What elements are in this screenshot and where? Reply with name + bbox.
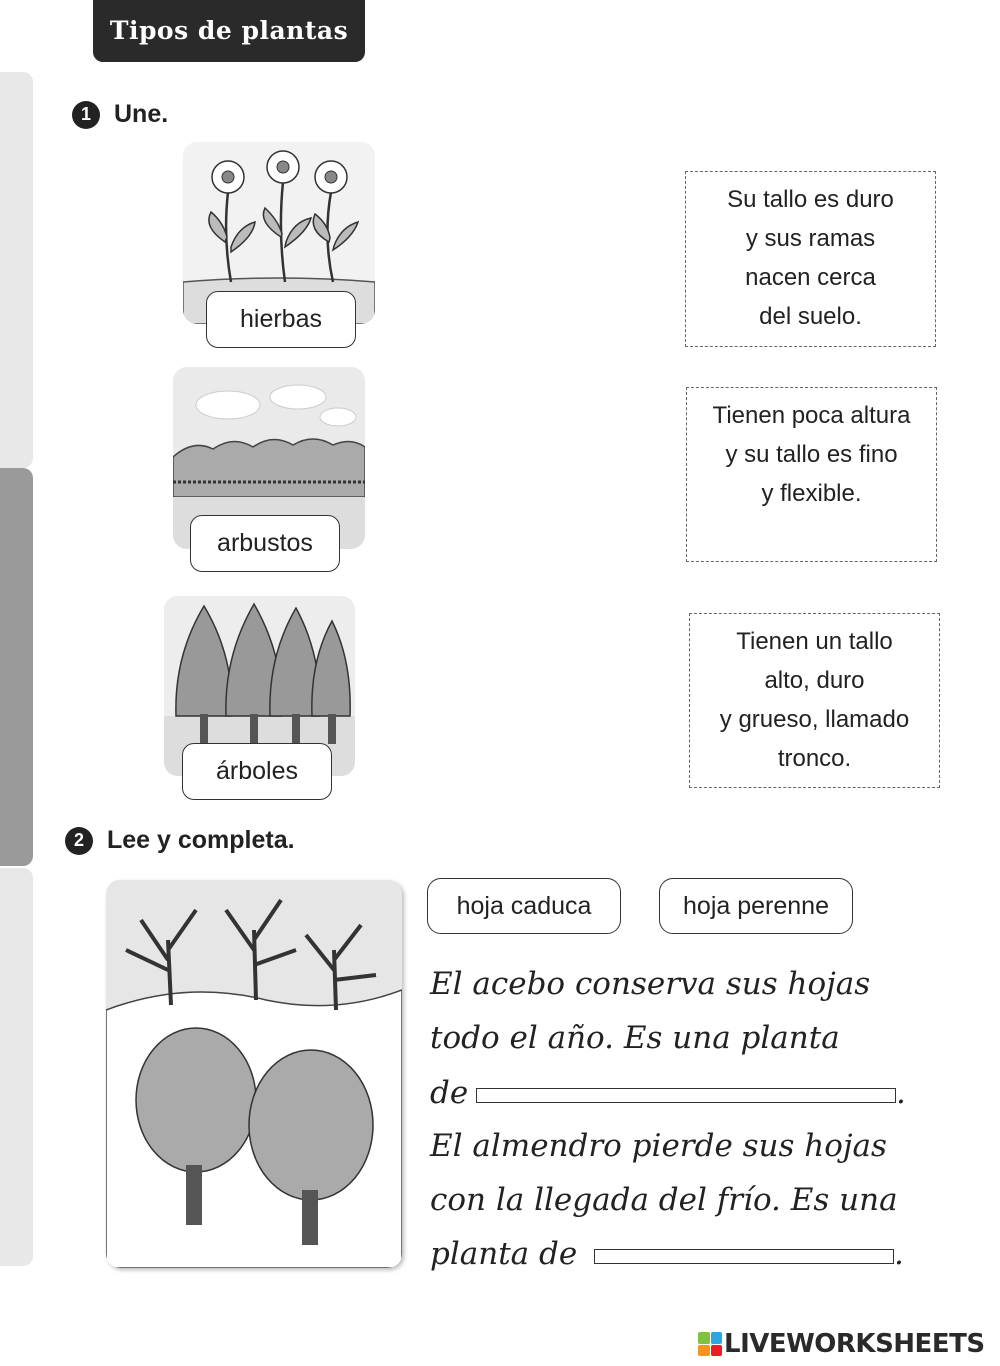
description-line: Tienen poca altura bbox=[712, 402, 911, 429]
description-line: y grueso, llamado bbox=[719, 706, 910, 733]
period-1: . bbox=[896, 1075, 906, 1111]
description-line: Su tallo es duro bbox=[727, 186, 894, 213]
label-hierbas: hierbas bbox=[206, 291, 356, 348]
side-tab-middle bbox=[0, 468, 33, 866]
description-line: Tienen un tallo bbox=[736, 628, 893, 655]
answer-blank-2[interactable] bbox=[594, 1249, 894, 1264]
description-line: y sus ramas bbox=[745, 225, 876, 252]
label-arboles: árboles bbox=[182, 743, 332, 800]
text-line-1: El acebo conserva sus hojas bbox=[430, 966, 871, 1002]
answer-blank-1[interactable] bbox=[476, 1088, 896, 1103]
text-line-3: de bbox=[430, 1075, 469, 1111]
exercise-1-number: 1 bbox=[72, 101, 100, 129]
text-line-2: todo el año. Es una planta bbox=[430, 1020, 840, 1056]
word-option-hoja-perenne[interactable]: hoja perenne bbox=[659, 878, 853, 934]
logo-text: LIVEWORKSHEETS bbox=[724, 1329, 985, 1359]
page-title: Tipos de plantas bbox=[93, 0, 365, 62]
logo-mark-icon bbox=[698, 1332, 722, 1356]
description-line: y flexible. bbox=[761, 480, 862, 507]
description-box-3 bbox=[689, 613, 940, 788]
description-line: nacen cerca bbox=[745, 264, 876, 291]
period-2: . bbox=[894, 1236, 904, 1272]
winter-trees-image bbox=[106, 880, 402, 1268]
word-option-hoja-caduca[interactable]: hoja caduca bbox=[427, 878, 621, 934]
label-arbustos: arbustos bbox=[190, 515, 340, 572]
text-line-6: planta de bbox=[430, 1236, 578, 1272]
description-line: tronco. bbox=[777, 745, 852, 772]
side-tab-top bbox=[0, 72, 33, 468]
exercise-2-instruction: Lee y completa. bbox=[107, 826, 295, 854]
description-line: del suelo. bbox=[759, 303, 862, 330]
exercise-1-instruction: Une. bbox=[114, 100, 169, 128]
description-box-2 bbox=[686, 387, 937, 562]
description-line: alto, duro bbox=[764, 667, 865, 694]
exercise-2-heading bbox=[65, 826, 295, 855]
exercise-1-heading bbox=[72, 100, 168, 129]
text-line-5: con la llegada del frío. Es una bbox=[430, 1182, 898, 1218]
description-box-1 bbox=[685, 171, 936, 347]
text-line-4: El almendro pierde sus hojas bbox=[430, 1128, 887, 1164]
liveworksheets-logo bbox=[698, 1329, 985, 1359]
side-tab-bottom bbox=[0, 868, 33, 1266]
exercise-2-number: 2 bbox=[65, 827, 93, 855]
description-line: y su tallo es fino bbox=[725, 441, 898, 468]
